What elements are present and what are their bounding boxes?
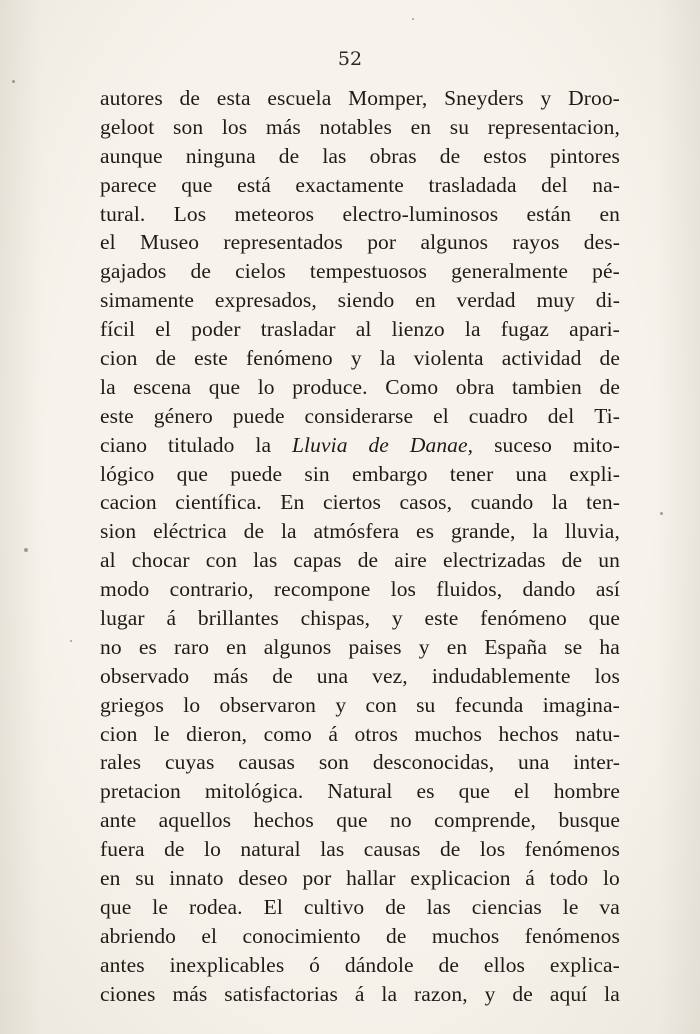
text-line: no es raro en algunos paises y en España se ha xyxy=(100,634,620,659)
paper-speck xyxy=(412,18,414,20)
text-line: geloot son los más notables en su representacion, xyxy=(100,114,620,139)
text-line: sion eléctrica de la atmósfera es grande, la lluvia, xyxy=(100,519,620,544)
text-line: al chocar con las capas de aire electrizadas de un xyxy=(100,548,620,573)
body-text xyxy=(100,84,620,1009)
text-line: que le rodea. El cultivo de las ciencias le va xyxy=(100,894,620,919)
text-line: griegos lo observaron y con su fecunda imagina- xyxy=(100,692,620,717)
paper-speck xyxy=(12,80,15,83)
text-line: este género puede considerarse el cuadro del Ti- xyxy=(100,403,620,428)
text-line: simamente expresados, siendo en verdad muy di- xyxy=(100,288,620,313)
paper-speck xyxy=(24,548,28,552)
text-line: ciano titulado la Lluvia de Danae, suceso mito- xyxy=(100,432,620,457)
text-line: la escena que lo produce. Como obra tambien de xyxy=(100,374,620,399)
text-line: pretacion mitológica. Natural es que el hombre xyxy=(100,779,620,804)
text-line: parece que está exactamente trasladada del na- xyxy=(100,172,620,197)
text-line: fuera de lo natural las causas de los fenómenos xyxy=(100,837,620,862)
paper-speck xyxy=(70,640,72,642)
text-line: gajados de cielos tempestuosos generalmente pé- xyxy=(100,259,620,284)
text-line: antes inexplicables ó dándole de ellos explica- xyxy=(100,952,620,977)
text-line: autores de esta escuela Momper, Sneyders y Droo- xyxy=(100,86,620,110)
text-line: ciones más satisfactorias á la razon, y de aquí la xyxy=(100,981,620,1006)
text-line: observado más de una vez, indudablemente los xyxy=(100,663,620,688)
text-line: ante aquellos hechos que no comprende, busque xyxy=(100,808,620,833)
text-line: lógico que puede sin embargo tener una expli- xyxy=(100,461,620,486)
text-line: tural. Los meteoros electro-luminosos están en xyxy=(100,201,620,226)
text-line: el Museo representados por algunos rayos des- xyxy=(100,230,620,255)
text-line: modo contrario, recompone los fluidos, dando así xyxy=(100,577,620,602)
paper-speck xyxy=(660,512,663,515)
text-line: abriendo el conocimiento de muchos fenómenos xyxy=(100,923,620,948)
text-line: en su innato deseo por hallar explicacion á todo lo xyxy=(100,866,620,891)
text-line: lugar á brillantes chispas, y este fenómeno que xyxy=(100,606,620,631)
page-number: 52 xyxy=(337,48,363,70)
text-line: cion le dieron, como á otros muchos hechos natu- xyxy=(100,721,620,746)
text-line: cacion científica. En ciertos casos, cuando la ten- xyxy=(100,490,620,515)
text-line: cion de este fenómeno y la violenta actividad de xyxy=(100,346,620,371)
text-line: fícil el poder trasladar al lienzo la fugaz apari- xyxy=(100,317,620,342)
text-line: rales cuyas causas son desconocidas, una inter- xyxy=(100,750,620,775)
text-line: aunque ninguna de las obras de estos pintores xyxy=(100,143,620,168)
